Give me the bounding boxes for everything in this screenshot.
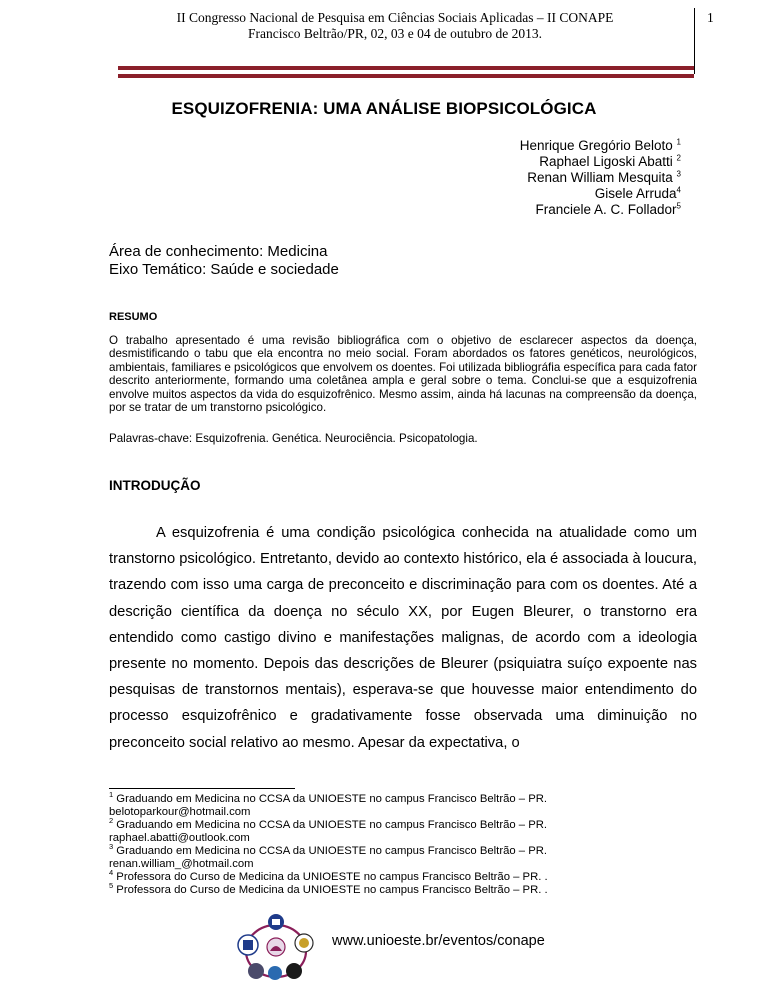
footnote-divider bbox=[109, 788, 295, 789]
page-header bbox=[100, 10, 690, 42]
footer-url[interactable]: www.unioeste.br/eventos/conape bbox=[332, 933, 545, 949]
conape-logo-icon bbox=[236, 913, 314, 983]
author-name: Renan William Mesquita $^3$ bbox=[527, 169, 681, 185]
header-line-2: Francisco Beltrão/PR, 02, 03 e 04 de outubro de 2013. bbox=[248, 26, 542, 41]
author-name: Franciele A. C. Follador$^5$ bbox=[535, 201, 681, 217]
area-theme: Eixo Temático: Saúde e sociedade bbox=[109, 261, 339, 278]
footnote-email[interactable]: belotoparkour@hotmail.com bbox=[109, 806, 251, 818]
page-number: 1 bbox=[707, 10, 714, 25]
footnote: $^5$ Professora do Curso de Medicina da UNIOESTE no campus Francisco Beltrão – PR. . bbox=[109, 881, 548, 896]
footnote: $^1$ Graduando em Medicina no CCSA da UNIOESTE no campus Francisco Beltrão – PR. bbox=[109, 790, 548, 805]
author-name: Gisele Arruda$^4$ bbox=[594, 185, 681, 201]
footnote: $^3$ Graduando em Medicina no CCSA da UNIOESTE no campus Francisco Beltrão – PR. bbox=[109, 842, 548, 857]
header-rule-bottom bbox=[118, 74, 694, 78]
author-name: Henrique Gregório Beloto $^1$ bbox=[519, 137, 681, 153]
footnote: $^2$ Graduando em Medicina no CCSA da UNIOESTE no campus Francisco Beltrão – PR. bbox=[109, 816, 548, 831]
footnotes bbox=[109, 790, 709, 897]
author-list bbox=[520, 138, 681, 218]
introduction-text: A esquizofrenia é uma condição psicológica conhecida na atualidade como um transtorno psicológico. Entretanto, devido ao contexto histórico, ela é associada à loucura, trazendo com isso uma carga de preconceito e discriminação para com os doentes. Até a descrição científica da doença no século XX, por Eugen Bleurer, o transtorno era entendido como castigo divino e manifestações malignas, de acordo com a ideologia presente no momento. Depois das descrições de Bleurer (psiquiatra suíço expoente nas pesquisas de transtornos mentais), esperava-se que houvesse maior entendimento do processo esquizofrênico e gradativamente fosse observada uma diminuição no preconceito social relativo ao mesmo. Apesar da expectativa, o bbox=[109, 525, 697, 751]
introduction-heading: INTRODUÇÃO bbox=[109, 478, 201, 493]
header-rule-top bbox=[118, 66, 694, 70]
footnote-email[interactable]: raphael.abatti@outlook.com bbox=[109, 832, 250, 844]
abstract-text: O trabalho apresentado é uma revisão bibliográfica com o objetivo de esclarecer aspectos da doença, desmistificando o tabu que ela encontra no meio social. Foram abordados os fatores genéticos, neurológicos, ambientais, familiares e psicológicos que envolvem os doentes. Foi utilizada bibliográfia específica para cada fator descrito anteriormente, formando uma coletânea ampla e geral sobre o tema. Conclui-se que a esquizofrenia envolve muitos aspectos da vida do esquizofrênico. Mesmo assim, ainda há lacunas na compreensão da doença, por se tratar de um transtorno psicológico. bbox=[109, 334, 697, 415]
header-line-1: II Congresso Nacional de Pesquisa em Ciências Sociais Aplicadas – II CONAPE bbox=[176, 10, 614, 25]
page-number-box bbox=[694, 8, 725, 74]
footnote-email[interactable]: renan.william_@hotmail.com bbox=[109, 858, 254, 870]
author-name: Raphael Ligoski Abatti $^2$ bbox=[539, 153, 681, 169]
abstract-heading: RESUMO bbox=[109, 311, 158, 323]
document-title: ESQUIZOFRENIA: UMA ANÁLISE BIOPSICOLÓGICA bbox=[171, 99, 597, 118]
keywords: Palavras-chave: Esquizofrenia. Genética. Neurociência. Psicopatologia. bbox=[109, 432, 478, 445]
area-block bbox=[109, 243, 339, 279]
footnote: $^4$ Professora do Curso de Medicina da UNIOESTE no campus Francisco Beltrão – PR. . bbox=[109, 868, 548, 883]
area-knowledge: Área de conhecimento: Medicina bbox=[109, 243, 328, 260]
